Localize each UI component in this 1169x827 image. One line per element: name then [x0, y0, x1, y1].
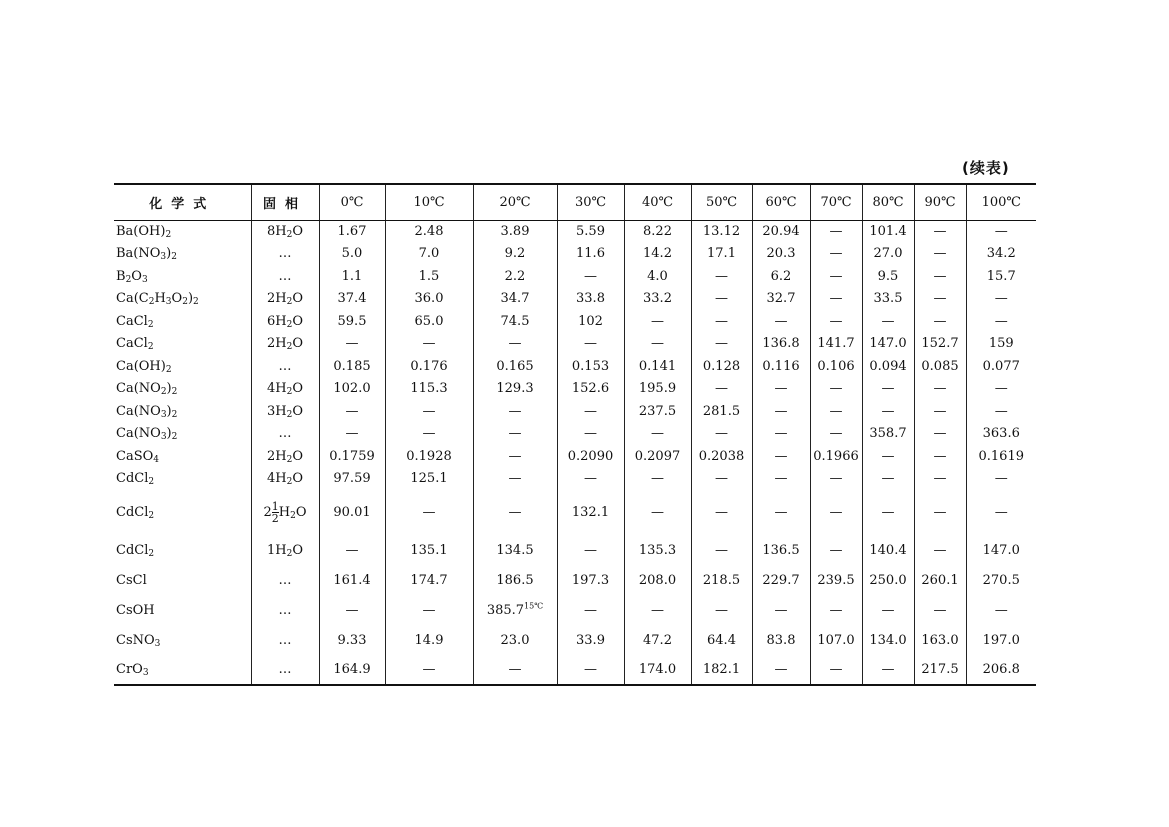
- header-temp-90: 90℃: [914, 184, 966, 220]
- value-cell: —: [810, 220, 862, 243]
- table-row: [114, 468, 1036, 491]
- value-cell: —: [557, 595, 624, 625]
- phase-cell: …: [251, 655, 319, 685]
- formula-cell: CdCl$_2$: [116, 542, 155, 559]
- value-cell: $385.7^{15℃}$: [473, 595, 557, 625]
- value-cell: 33.9: [557, 625, 624, 655]
- value-cell: 8.22: [624, 220, 691, 243]
- header-temp-30: 30℃: [557, 184, 624, 220]
- value-cell: —: [319, 535, 385, 565]
- phase-cell: …: [251, 565, 319, 595]
- value-cell: —: [691, 310, 752, 333]
- value-cell: 107.0: [810, 625, 862, 655]
- value-cell: 0.153: [557, 355, 624, 378]
- phase-cell: $3H_2O$: [251, 400, 319, 423]
- value-cell: —: [624, 490, 691, 535]
- value-cell: 33.8: [557, 288, 624, 311]
- value-cell: 140.4: [862, 535, 914, 565]
- value-cell: —: [691, 378, 752, 401]
- value-cell: 13.12: [691, 220, 752, 243]
- formula-cell: CaCl$_2$: [116, 336, 154, 353]
- value-cell: 34.2: [966, 243, 1036, 266]
- value-cell: —: [557, 535, 624, 565]
- value-cell: 3.89: [473, 220, 557, 243]
- value-cell: 83.8: [752, 625, 810, 655]
- value-cell: —: [862, 310, 914, 333]
- value-cell: 20.94: [752, 220, 810, 243]
- value-cell: 195.9: [624, 378, 691, 401]
- value-cell: 164.9: [319, 655, 385, 685]
- value-cell: 186.5: [473, 565, 557, 595]
- value-cell: —: [810, 243, 862, 266]
- value-cell: —: [966, 490, 1036, 535]
- value-cell: 270.5: [966, 565, 1036, 595]
- value-cell: —: [810, 468, 862, 491]
- value-cell: —: [810, 655, 862, 685]
- header-temp-60: 60℃: [752, 184, 810, 220]
- table-row: [114, 400, 1036, 423]
- value-cell: 197.0: [966, 625, 1036, 655]
- value-cell: 14.9: [385, 625, 473, 655]
- value-cell: 7.0: [385, 243, 473, 266]
- value-cell: 102.0: [319, 378, 385, 401]
- phase-cell: $4H_2O$: [251, 468, 319, 491]
- table-row: [114, 333, 1036, 356]
- value-cell: 197.3: [557, 565, 624, 595]
- value-cell: 102: [557, 310, 624, 333]
- phase-cell: $2H_2O$: [251, 333, 319, 356]
- value-cell: —: [385, 333, 473, 356]
- value-cell: 0.094: [862, 355, 914, 378]
- value-cell: —: [966, 400, 1036, 423]
- value-cell: 36.0: [385, 288, 473, 311]
- value-cell: —: [691, 288, 752, 311]
- value-cell: 174.0: [624, 655, 691, 685]
- value-cell: 129.3: [473, 378, 557, 401]
- phase-cell: $4H_2O$: [251, 378, 319, 401]
- table-row: [114, 445, 1036, 468]
- value-cell: 5.0: [319, 243, 385, 266]
- value-cell: 1.67: [319, 220, 385, 243]
- value-cell: 237.5: [624, 400, 691, 423]
- value-cell: 161.4: [319, 565, 385, 595]
- value-cell: —: [862, 490, 914, 535]
- table-body: [114, 220, 1036, 685]
- value-cell: 0.165: [473, 355, 557, 378]
- value-cell: —: [752, 445, 810, 468]
- value-cell: —: [557, 333, 624, 356]
- formula-cell: CrO$_3$: [114, 655, 251, 685]
- value-cell: —: [914, 220, 966, 243]
- value-cell: —: [624, 468, 691, 491]
- value-cell: —: [691, 265, 752, 288]
- formula-cell: $B_2O_3$: [116, 268, 148, 285]
- value-cell: —: [691, 333, 752, 356]
- value-cell: 0.2038: [691, 445, 752, 468]
- formula-cell: $Ca(OH)_2$: [116, 358, 172, 375]
- value-cell: 27.0: [862, 243, 914, 266]
- value-cell: 363.6: [966, 423, 1036, 446]
- value-cell: 14.2: [624, 243, 691, 266]
- phase-cell: $2H_2O$: [251, 288, 319, 311]
- value-cell: —: [862, 378, 914, 401]
- value-cell: —: [752, 595, 810, 625]
- value-cell: —: [810, 265, 862, 288]
- value-cell: —: [966, 595, 1036, 625]
- value-cell: 5.59: [557, 220, 624, 243]
- value-cell: —: [319, 333, 385, 356]
- value-cell: 0.106: [810, 355, 862, 378]
- value-cell: 141.7: [810, 333, 862, 356]
- value-cell: 33.5: [862, 288, 914, 311]
- value-cell: 218.5: [691, 565, 752, 595]
- value-cell: 0.1759: [319, 445, 385, 468]
- value-cell: 65.0: [385, 310, 473, 333]
- value-cell: —: [473, 655, 557, 685]
- value-cell: 260.1: [914, 565, 966, 595]
- value-cell: 152.7: [914, 333, 966, 356]
- value-cell: —: [557, 468, 624, 491]
- value-cell: —: [385, 400, 473, 423]
- phase-cell: …: [251, 243, 319, 266]
- value-cell: 208.0: [624, 565, 691, 595]
- table-row: [114, 625, 1036, 655]
- value-cell: 152.6: [557, 378, 624, 401]
- value-cell: —: [966, 468, 1036, 491]
- formula-cell: CaSO$_4$: [116, 448, 159, 465]
- formula-cell: CaCl$_2$: [116, 313, 154, 330]
- table-row: [114, 220, 1036, 243]
- value-cell: —: [557, 400, 624, 423]
- value-cell: 34.7: [473, 288, 557, 311]
- phase-cell: $1H_2O$: [251, 535, 319, 565]
- value-cell: 9.2: [473, 243, 557, 266]
- value-cell: 6.2: [752, 265, 810, 288]
- value-cell: 0.176: [385, 355, 473, 378]
- value-cell: —: [473, 490, 557, 535]
- table-row: [114, 490, 1036, 535]
- value-cell: 229.7: [752, 565, 810, 595]
- value-cell: 0.1928: [385, 445, 473, 468]
- value-cell: 239.5: [810, 565, 862, 595]
- formula-cell: $Ba(OH)_2$: [116, 224, 172, 240]
- value-cell: —: [810, 535, 862, 565]
- value-cell: —: [385, 595, 473, 625]
- value-cell: 0.085: [914, 355, 966, 378]
- value-cell: —: [810, 595, 862, 625]
- value-cell: —: [914, 310, 966, 333]
- table-row: [114, 378, 1036, 401]
- value-cell: 15.7: [966, 265, 1036, 288]
- temperature-note: 15℃: [524, 601, 544, 611]
- value-cell: 90.01: [319, 490, 385, 535]
- table-row: [114, 423, 1036, 446]
- value-cell: 1.1: [319, 265, 385, 288]
- header-phase: 固相: [251, 184, 319, 220]
- formula-cell: $Ca(NO_3)_2$: [116, 403, 178, 420]
- phase-cell: …: [251, 265, 319, 288]
- phase-cell: $2H_2O$: [251, 445, 319, 468]
- table-row: [114, 595, 1036, 625]
- value-cell: —: [473, 445, 557, 468]
- value-cell: 1.5: [385, 265, 473, 288]
- value-cell: 2.48: [385, 220, 473, 243]
- value-cell: —: [862, 655, 914, 685]
- value-cell: 125.1: [385, 468, 473, 491]
- value-cell: —: [914, 288, 966, 311]
- phase-cell: $8H_2O$: [251, 220, 319, 243]
- value-cell: 101.4: [862, 220, 914, 243]
- formula-cell: CdCl$_2$: [116, 471, 155, 488]
- value-cell: —: [752, 400, 810, 423]
- value-cell: —: [473, 468, 557, 491]
- value-cell: —: [624, 333, 691, 356]
- value-cell: —: [624, 423, 691, 446]
- value-cell: 64.4: [691, 625, 752, 655]
- value-cell: —: [691, 490, 752, 535]
- value-cell: 250.0: [862, 565, 914, 595]
- value-cell: —: [473, 333, 557, 356]
- value-cell: 47.2: [624, 625, 691, 655]
- value-cell: —: [810, 310, 862, 333]
- value-cell: 217.5: [914, 655, 966, 685]
- value-cell: —: [810, 423, 862, 446]
- table-row: [114, 265, 1036, 288]
- value-cell: 74.5: [473, 310, 557, 333]
- value-cell: —: [966, 310, 1036, 333]
- value-cell: 136.5: [752, 535, 810, 565]
- header-temp-0: 0℃: [319, 184, 385, 220]
- value-cell: —: [385, 490, 473, 535]
- value-cell: 0.2090: [557, 445, 624, 468]
- value-cell: 147.0: [966, 535, 1036, 565]
- value-cell: —: [752, 655, 810, 685]
- value-cell: —: [624, 310, 691, 333]
- value-cell: —: [319, 423, 385, 446]
- value-cell: 59.5: [319, 310, 385, 333]
- value-cell: —: [862, 400, 914, 423]
- value-cell: 174.7: [385, 565, 473, 595]
- table-row: [114, 288, 1036, 311]
- value-cell: 136.8: [752, 333, 810, 356]
- value-cell: —: [752, 378, 810, 401]
- header-temp-100: 100℃: [966, 184, 1036, 220]
- value-cell: 206.8: [966, 655, 1036, 685]
- value-cell: —: [691, 423, 752, 446]
- value-cell: —: [624, 595, 691, 625]
- header-temp-70: 70℃: [810, 184, 862, 220]
- solubility-table: [114, 183, 1036, 686]
- value-cell: —: [810, 490, 862, 535]
- value-cell: —: [914, 595, 966, 625]
- value-cell: —: [385, 423, 473, 446]
- value-cell: —: [691, 535, 752, 565]
- formula-cell: CsOH: [116, 602, 155, 618]
- value-cell: —: [691, 595, 752, 625]
- value-cell: 37.4: [319, 288, 385, 311]
- formula-cell: $Ba(NO_3)_2$: [116, 246, 177, 263]
- value-cell: 182.1: [691, 655, 752, 685]
- value-cell: —: [473, 400, 557, 423]
- value-cell: —: [385, 655, 473, 685]
- value-cell: 134.5: [473, 535, 557, 565]
- phase-cell: …: [251, 355, 319, 378]
- phase-cell: 2 $\frac{1}{2}$ $H_2O$: [251, 490, 319, 535]
- header-row: [114, 184, 1036, 220]
- value-cell: 32.7: [752, 288, 810, 311]
- table-row: [114, 355, 1036, 378]
- value-cell: —: [966, 288, 1036, 311]
- formula-cell: CsCl: [116, 572, 147, 588]
- header-formula: 化学式: [114, 184, 251, 220]
- value-cell: —: [914, 265, 966, 288]
- value-cell: 132.1: [557, 490, 624, 535]
- value-cell: —: [862, 445, 914, 468]
- value-cell: 0.1619: [966, 445, 1036, 468]
- value-cell: 9.33: [319, 625, 385, 655]
- value-cell: —: [557, 265, 624, 288]
- value-cell: —: [752, 490, 810, 535]
- formula-cell: $Ca(NO_3)_2$: [116, 426, 178, 443]
- phase-cell: …: [251, 625, 319, 655]
- value-cell: 97.59: [319, 468, 385, 491]
- value-cell: —: [914, 378, 966, 401]
- value-cell: —: [319, 400, 385, 423]
- value-cell: —: [914, 423, 966, 446]
- value-cell: —: [557, 423, 624, 446]
- formula-cell: $Ca(C_2H_3O_2)_2$: [116, 291, 199, 308]
- header-temp-40: 40℃: [624, 184, 691, 220]
- formula-cell: CdCl$_2$: [116, 505, 155, 521]
- value-cell: 0.128: [691, 355, 752, 378]
- value-cell: —: [862, 468, 914, 491]
- value-cell: 159: [966, 333, 1036, 356]
- value-cell: 11.6: [557, 243, 624, 266]
- value-cell: 135.1: [385, 535, 473, 565]
- value-cell: —: [914, 490, 966, 535]
- value-cell: 17.1: [691, 243, 752, 266]
- value-cell: 20.3: [752, 243, 810, 266]
- value-cell: 33.2: [624, 288, 691, 311]
- phase-cell: $6H_2O$: [251, 310, 319, 333]
- value-cell: 23.0: [473, 625, 557, 655]
- phase-cell: …: [251, 595, 319, 625]
- header-temp-80: 80℃: [862, 184, 914, 220]
- value-cell: 115.3: [385, 378, 473, 401]
- header-temp-10: 10℃: [385, 184, 473, 220]
- value-cell: 0.116: [752, 355, 810, 378]
- table-row: [114, 243, 1036, 266]
- value-cell: 4.0: [624, 265, 691, 288]
- value-cell: —: [752, 310, 810, 333]
- value-cell: —: [914, 400, 966, 423]
- value-cell: 0.185: [319, 355, 385, 378]
- value-cell: —: [752, 423, 810, 446]
- value-cell: —: [966, 378, 1036, 401]
- value-cell: —: [966, 220, 1036, 243]
- value-cell: 0.2097: [624, 445, 691, 468]
- value-cell: —: [752, 468, 810, 491]
- table-row: [114, 310, 1036, 333]
- value-cell: 0.1966: [810, 445, 862, 468]
- value-cell: —: [691, 468, 752, 491]
- header-temp-20: 20℃: [473, 184, 557, 220]
- table-row: [114, 655, 1036, 685]
- phase-cell: …: [251, 423, 319, 446]
- value-cell: —: [914, 445, 966, 468]
- value-cell: —: [862, 595, 914, 625]
- value-cell: —: [810, 400, 862, 423]
- value-cell: 147.0: [862, 333, 914, 356]
- value-cell: 2.2: [473, 265, 557, 288]
- value-cell: —: [810, 288, 862, 311]
- value-cell: —: [810, 378, 862, 401]
- value-cell: —: [557, 655, 624, 685]
- value-cell: —: [473, 423, 557, 446]
- table-row: [114, 565, 1036, 595]
- value-cell: 9.5: [862, 265, 914, 288]
- value-cell: —: [914, 243, 966, 266]
- value-cell: 163.0: [914, 625, 966, 655]
- value-cell: 281.5: [691, 400, 752, 423]
- fraction: $\frac{1}{2}$: [271, 500, 279, 525]
- formula-cell: $Ca(NO_2)_2$: [116, 381, 178, 398]
- header-temp-50: 50℃: [691, 184, 752, 220]
- formula-cell: CsNO$_3$: [116, 632, 161, 649]
- value-cell: —: [914, 468, 966, 491]
- value-cell: 134.0: [862, 625, 914, 655]
- value-cell: —: [319, 595, 385, 625]
- value-cell: —: [914, 535, 966, 565]
- continued-label: (续表): [962, 159, 1010, 177]
- value-cell: 0.141: [624, 355, 691, 378]
- value-cell: 135.3: [624, 535, 691, 565]
- value-cell: 0.077: [966, 355, 1036, 378]
- table-row: [114, 535, 1036, 565]
- value-cell: 358.7: [862, 423, 914, 446]
